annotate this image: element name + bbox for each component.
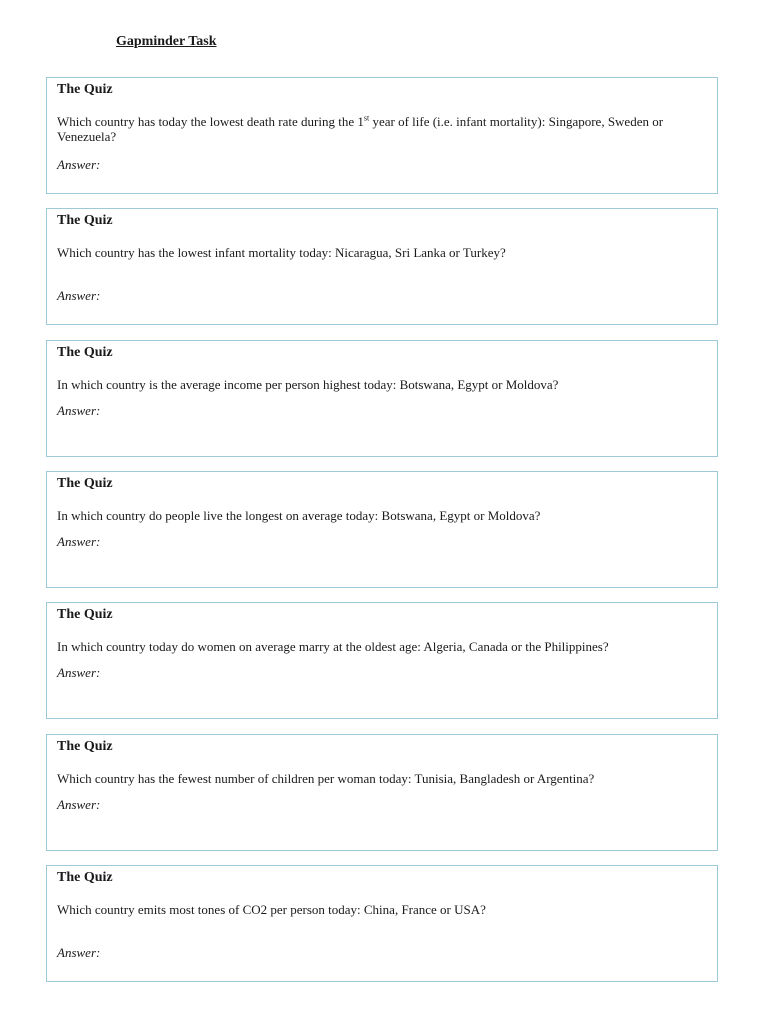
quiz-box-6 [46, 734, 718, 851]
answer-label: Answer: [57, 403, 101, 418]
quiz-heading: The Quiz [57, 607, 113, 622]
answer-label: Answer: [57, 945, 101, 960]
quiz-question: In which country do people live the longest on average today: Botswana, Egypt or Moldova? [57, 508, 541, 523]
quiz-heading: The Quiz [57, 213, 113, 228]
quiz-question-text: Which country has today the lowest death rate during the 1 [57, 114, 364, 129]
quiz-box-3 [46, 340, 718, 457]
answer-label: Answer: [57, 665, 101, 680]
quiz-box-5 [46, 602, 718, 719]
answer-label: Answer: [57, 288, 101, 303]
quiz-question: Which country emits most tones of CO2 per person today: China, France or USA? [57, 902, 486, 917]
quiz-question: In which country today do women on average marry at the oldest age: Algeria, Canada or the Philippines? [57, 639, 609, 654]
quiz-box-2 [46, 208, 718, 325]
quiz-question: Which country has the lowest infant mortality today: Nicaragua, Sri Lanka or Turkey? [57, 245, 506, 260]
quiz-question: Which country has the fewest number of children per woman today: Tunisia, Bangladesh or Argentina? [57, 771, 595, 786]
quiz-box-7 [46, 865, 718, 982]
quiz-question [57, 114, 707, 144]
quiz-heading: The Quiz [57, 82, 113, 97]
answer-label: Answer: [57, 534, 101, 549]
quiz-heading: The Quiz [57, 345, 113, 360]
answer-label: Answer: [57, 797, 101, 812]
answer-label: Answer: [57, 157, 101, 172]
quiz-question: In which country is the average income per person highest today: Botswana, Egypt or Moldova? [57, 377, 559, 392]
quiz-heading: The Quiz [57, 476, 113, 491]
quiz-box-4 [46, 471, 718, 588]
quiz-heading: The Quiz [57, 739, 113, 754]
quiz-question-text-rest: year of life (i.e. infant mortality): Singapore, Sweden or Venezuela? [57, 114, 664, 144]
quiz-box-1 [46, 77, 718, 194]
ordinal-suffix: st [363, 113, 370, 123]
quiz-heading: The Quiz [57, 870, 113, 885]
document-title: Gapminder Task [116, 34, 217, 49]
